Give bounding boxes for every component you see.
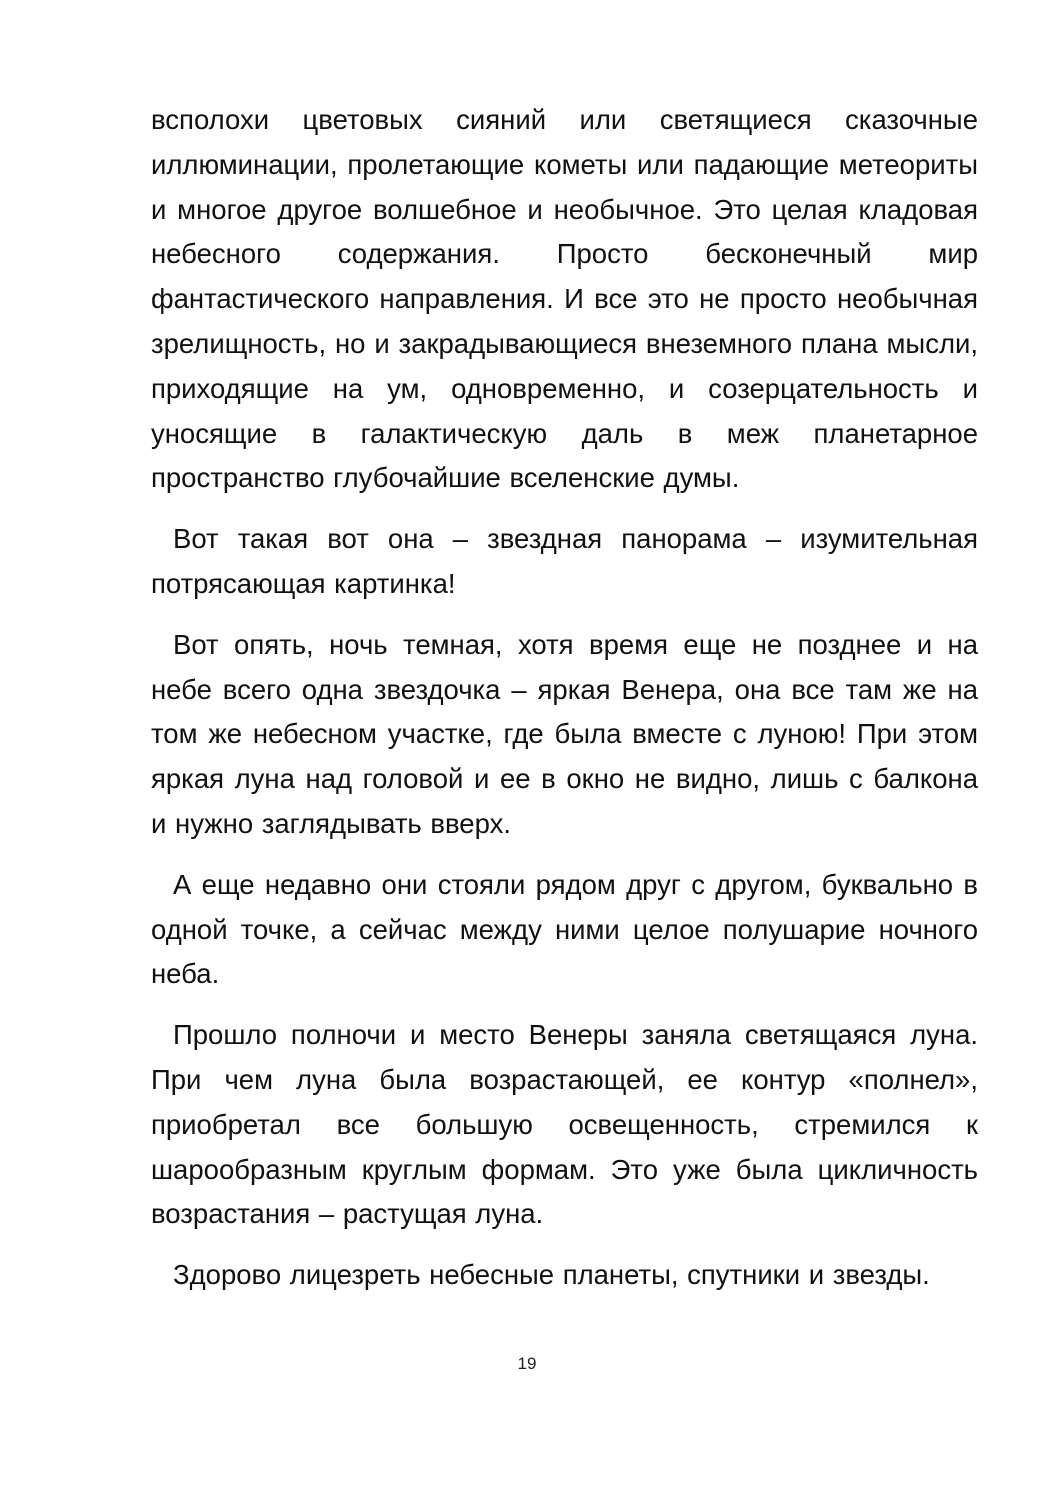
page-body [151,98,978,1314]
paragraph-3: Вот опять, ночь темная, хотя время еще не позднее и на небе всего одна звездочка – яркая Венера, она все там же на том же небесном участке, где была вместе с луною! При этом яркая луна над головой и ее в окно не видно, лишь с балкона и нужно заглядывать вверх. [151,628,978,839]
paragraph-4: А еще недавно они стояли рядом друг с другом, буквально в одной точке, а сейчас между ними целое полушарие ночного неба. [151,868,978,990]
paragraph-6: Здорово лицезреть небесные планеты, спутники и звезды. [173,1259,930,1291]
paragraph-1: всполохи цветовых сияний или светящиеся сказочные иллюминации, пролетающие кометы или падающие метеориты и многое другое волшебное и необычное. Это целая кладовая небесного содержания. Просто бесконечный мир фантастического направления. И все это не просто необычная зрелищность, но и закрадывающиеся внеземного плана мысли, приходящие на ум, одновременно, и созерцательность и уносящие в галактическую даль в меж планетарное пространство глубочайшие вселенские думы. [151,104,978,494]
page-number: 19 [517,1354,537,1373]
paragraph-5: Прошло полночи и место Венеры заняла светящаяся луна. При чем луна была возрастающей, ее контур «полнел», приобретал все большую освещенность, стремился к шарообразным круглым формам. Это уже была цикличность возрастания – растущая луна. [151,1019,978,1230]
paragraph-2: Вот такая вот она – звездная панорама – изумительная потрясающая картинка! [151,523,978,599]
